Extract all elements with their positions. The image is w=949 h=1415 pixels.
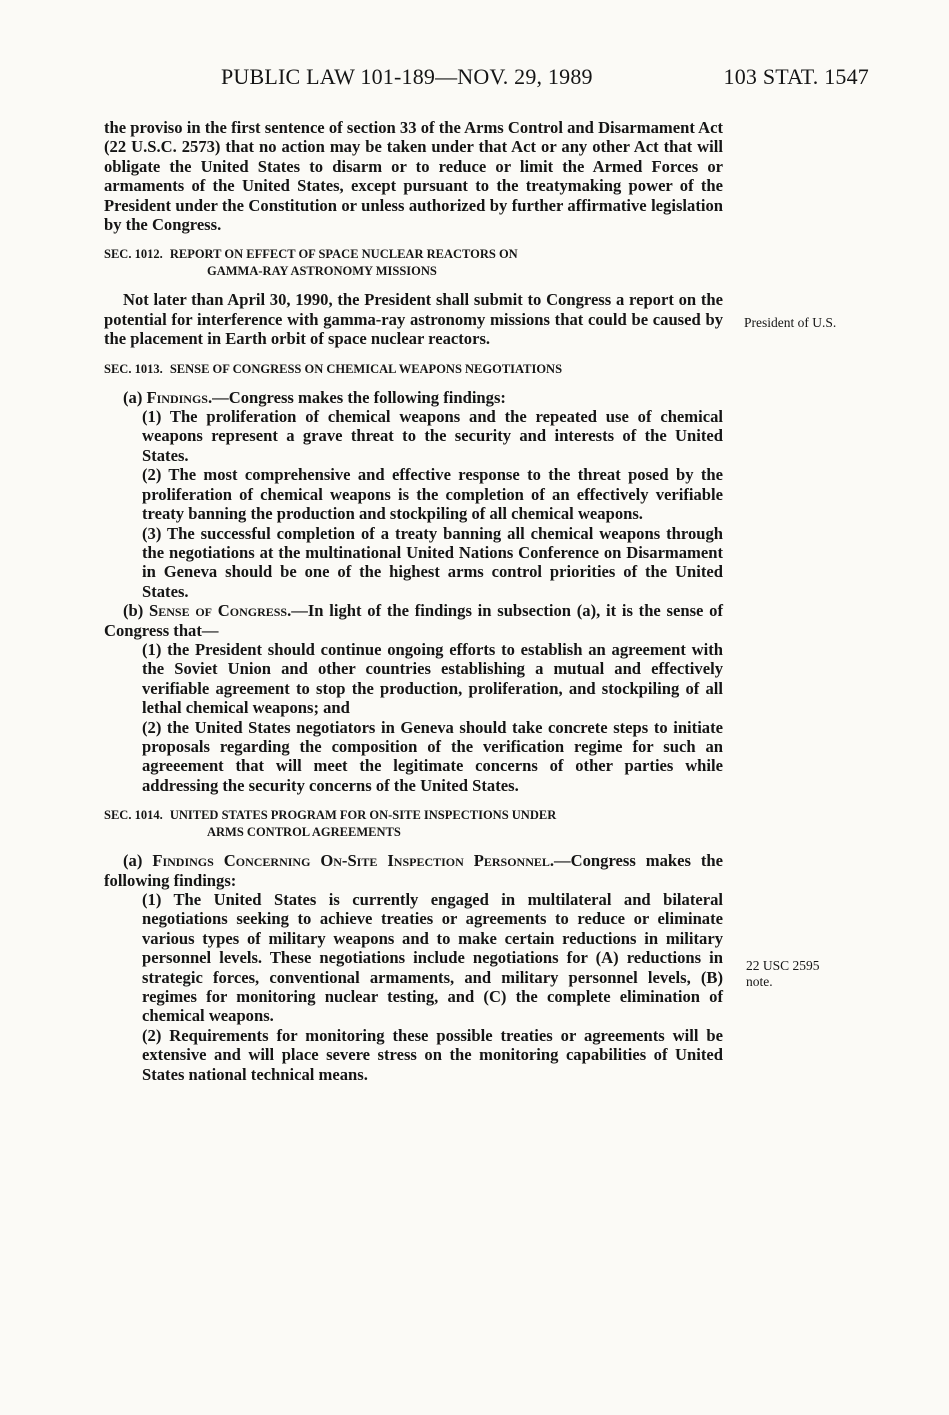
sense-item-2: (2) the United States negotiators in Geneva should take concrete steps to initiate proposals regarding the composition of the verification regime for such an agreeement that will meet the legitimate concerns of other parties while addressing the security concerns of the United States. [142, 717, 723, 795]
section-1013-heading [104, 361, 723, 378]
section-heading-text-line2: ARMS CONTROL AGREEMENTS [207, 825, 401, 840]
section-number: SEC. 1012. [104, 247, 163, 262]
section-1012-heading [104, 246, 723, 280]
section-1012-text: Not later than April 30, 1990, the President shall submit to Congress a report on the potential for interference with gamma-ray astronomy missions that could be caused by the placement in Earth orbit of space nuclear reactors. [104, 290, 723, 349]
finding-2: (2) The most comprehensive and effective response to the threat posed by the proliferation of chemical weapons is the completion of an effectively verifiable treaty banning the production and stockpiling of all chemical weapons. [142, 465, 723, 524]
subsection-b-sense [104, 601, 723, 640]
personnel-finding-1: (1) The United States is currently engaged in multilateral and bilateral negotiations seeking to achieve treaties or agreements to reduce or eliminate various types of military weapons and to make certain reductions in military personnel levels. These negotiations include negotiations for (A) reductions in strategic forces, conventional armaments, and military personnel levels, (B) regimes for monitoring nuclear testing, and (C) the complete elimination of chemical weapons. [142, 890, 723, 1026]
subsection-label: (a) [123, 387, 147, 407]
section-heading-text: SENSE OF CONGRESS ON CHEMICAL WEAPONS NEGOTIATIONS [169, 361, 563, 376]
margin-note-president: President of U.S. [744, 315, 837, 330]
subsection-text: —Congress makes the following findings: [104, 851, 723, 890]
running-header-stat-page: 103 STAT. 1547 [723, 64, 869, 89]
section-number: SEC. 1013. [104, 361, 163, 376]
section-1014-heading [104, 807, 723, 841]
subsection-a-findings-personnel [104, 851, 723, 890]
subsection-label: (b) [123, 601, 150, 621]
subsection-title: Sense of Congress. [149, 601, 292, 621]
section-heading-text: UNITED STATES PROGRAM FOR ON-SITE INSPECTIONS UNDER [169, 808, 557, 823]
document-body [104, 118, 723, 1084]
subsection-a-findings [104, 388, 723, 407]
margin-note-usc [746, 958, 820, 990]
running-header-title: PUBLIC LAW 101-189—NOV. 29, 1989 [221, 64, 593, 89]
intro-paragraph: the proviso in the first sentence of section 33 of the Arms Control and Disarmament Act (22 U.S.C. 2573) that no action may be taken under that Act or any other Act that will obligate the United States to disarm or to reduce or limit the Armed Forces or armaments of the United States, except pursuant to the treatymaking power of the President under the Constitution or unless authorized by further affirmative legislation by the Congress. [104, 118, 723, 235]
subsection-text: —In light of the findings in subsection (a), it is the sense of Congress that— [104, 601, 723, 640]
finding-1: (1) The proliferation of chemical weapons and the repeated use of chemical weapons represent a grave threat to the security and interests of the United States. [142, 407, 723, 465]
margin-note-usc-line1: 22 USC 2595 [746, 958, 820, 973]
subsection-title: Findings. [146, 387, 213, 407]
section-heading-text-line2: GAMMA-RAY ASTRONOMY MISSIONS [207, 264, 437, 279]
subsection-label: (a) [123, 851, 153, 871]
subsection-title: Findings Concerning On-Site Inspection Personnel. [152, 851, 555, 871]
section-number: SEC. 1014. [104, 808, 163, 823]
personnel-finding-2: (2) Requirements for monitoring these possible treaties or agreements will be extensive and will place severe stress on the monitoring capabilities of United States national technical means. [142, 1025, 723, 1084]
section-heading-text: REPORT ON EFFECT OF SPACE NUCLEAR REACTORS ON [169, 247, 518, 262]
finding-3: (3) The successful completion of a treaty banning all chemical weapons through the negotiations at the multinational United Nations Conference on Disarmament in Geneva should be one of the highest arms control priorities of the United States. [142, 523, 723, 601]
subsection-text: —Congress makes the following findings: [212, 387, 506, 407]
margin-note-usc-line2: note. [746, 974, 773, 989]
sense-item-1: (1) the President should continue ongoing efforts to establish an agreement with the Soviet Union and other countries establishing a mutual and effectively verifiable agreement to stop the production, proliferation, and stockpiling of all lethal chemical weapons; and [142, 639, 723, 718]
